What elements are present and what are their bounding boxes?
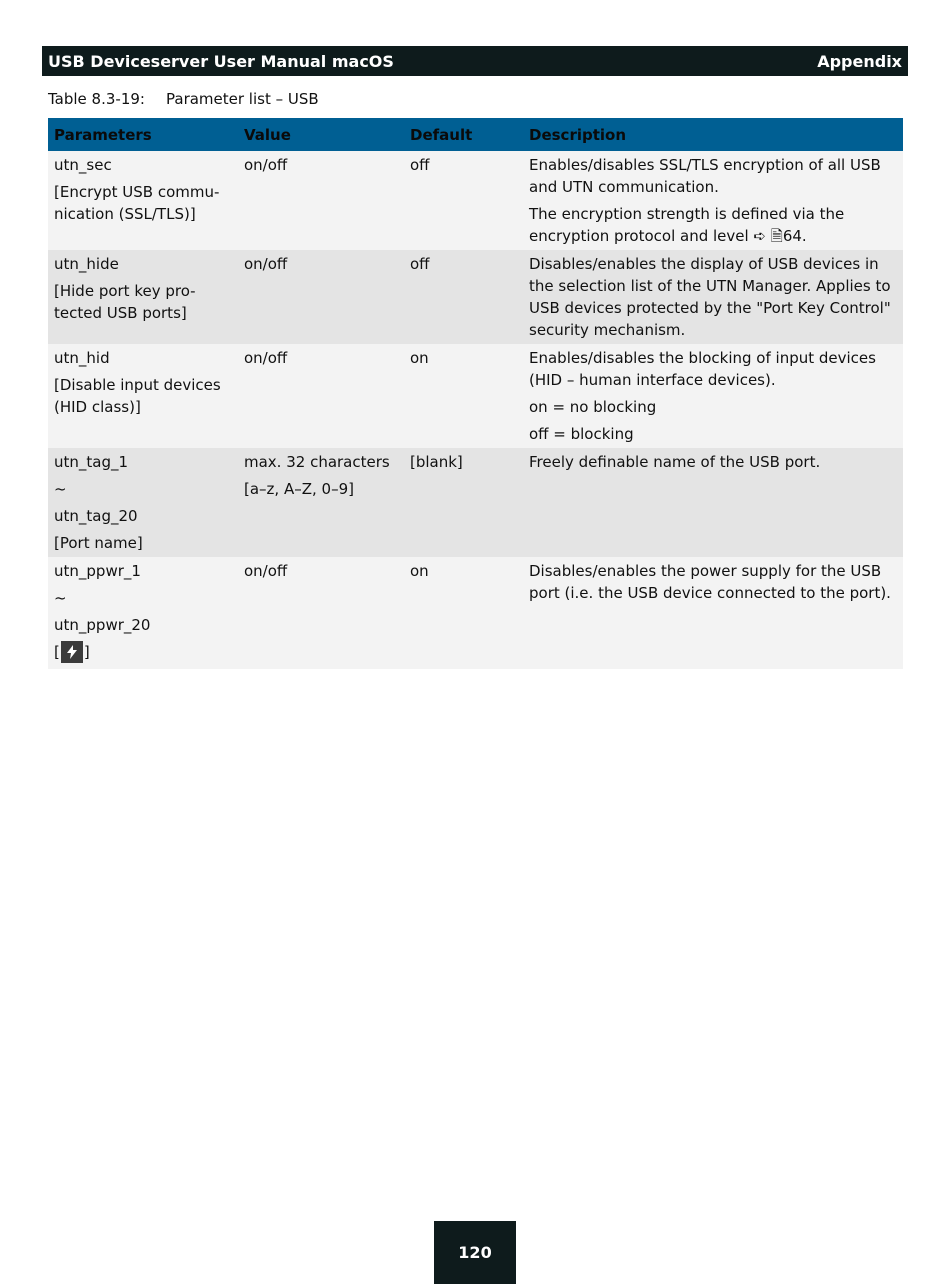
- description-cell: [523, 344, 903, 448]
- description-text: on = no blocking: [529, 398, 657, 416]
- value-cell: [238, 557, 404, 669]
- default-text: off: [410, 156, 430, 174]
- table-number: Table 8.3-19:: [48, 90, 145, 108]
- param-label: [Port name]: [54, 534, 143, 552]
- param-cell: [48, 557, 238, 669]
- column-header-value: Value: [238, 118, 404, 151]
- param-range-tilde: ~: [54, 589, 67, 607]
- manual-title: USB Deviceserver User Manual macOS: [48, 51, 394, 71]
- value-cell: [238, 151, 404, 250]
- table-row-utn-hid: [48, 344, 903, 448]
- default-text: off: [410, 255, 430, 273]
- table-title: Parameter list – USB: [166, 90, 319, 108]
- param-name: utn_tag_1: [54, 453, 129, 471]
- param-label: [54, 641, 232, 663]
- description-cell: [523, 557, 903, 669]
- table-caption: [48, 90, 319, 108]
- column-header-default: Default: [404, 118, 523, 151]
- value-text: on/off: [244, 255, 288, 273]
- description-cell: [523, 448, 903, 557]
- param-label: [Encrypt USB commu- nication (SSL/TLS)]: [54, 183, 220, 223]
- default-text: on: [410, 562, 429, 580]
- description-text: Freely definable name of the USB port.: [529, 453, 821, 471]
- value-cell: [238, 448, 404, 557]
- table-header-row: [48, 118, 903, 151]
- description-text: The encryption strength is defined via the encryption protocol and level ➪ 🗎64.: [529, 205, 845, 245]
- param-label: [Disable input devices (HID class)]: [54, 376, 221, 416]
- param-cell: [48, 250, 238, 344]
- page-number: 120: [434, 1221, 516, 1284]
- param-name: utn_hid: [54, 349, 110, 367]
- value-text: [a–z, A–Z, 0–9]: [244, 480, 354, 498]
- value-text: on/off: [244, 156, 288, 174]
- default-cell: [404, 250, 523, 344]
- description-text: Disables/enables the power supply for the USB port (i.e. the USB device connected to the port).: [529, 562, 891, 602]
- table-row-utn-hide: [48, 250, 903, 344]
- param-cell: [48, 448, 238, 557]
- table-row-utn-sec: [48, 151, 903, 250]
- column-header-parameters: Parameters: [48, 118, 238, 151]
- table-row-utn-tag: [48, 448, 903, 557]
- power-label: [54, 641, 90, 663]
- value-cell: [238, 344, 404, 448]
- power-bolt-icon: [61, 641, 83, 663]
- page-header: [42, 46, 908, 76]
- bracket-open: [: [54, 643, 60, 661]
- param-name: utn_tag_20: [54, 507, 138, 525]
- parameter-table: [48, 118, 903, 669]
- value-text: max. 32 characters: [244, 453, 390, 471]
- bracket-close: ]: [83, 643, 90, 661]
- default-cell: [404, 151, 523, 250]
- section-title: Appendix: [817, 51, 902, 71]
- description-text: off = blocking: [529, 425, 634, 443]
- param-label: [Hide port key pro- tected USB ports]: [54, 282, 196, 322]
- default-cell: [404, 448, 523, 557]
- table-row-utn-ppwr: [48, 557, 903, 669]
- column-header-description: Description: [523, 118, 903, 151]
- param-name: utn_sec: [54, 156, 112, 174]
- param-range-tilde: ~: [54, 480, 67, 498]
- param-cell: [48, 344, 238, 448]
- value-cell: [238, 250, 404, 344]
- param-name: utn_hide: [54, 255, 119, 273]
- description-text: Enables/disables the blocking of input devices (HID – human interface devices).: [529, 349, 876, 389]
- value-text: on/off: [244, 562, 288, 580]
- description-cell: [523, 151, 903, 250]
- default-cell: [404, 344, 523, 448]
- description-cell: [523, 250, 903, 344]
- param-name: utn_ppwr_1: [54, 562, 141, 580]
- description-text: Disables/enables the display of USB devices in the selection list of the UTN Manager. Applies to USB devices protected by the "Port Key Control" security mechanism.: [529, 255, 891, 339]
- value-text: on/off: [244, 349, 288, 367]
- default-cell: [404, 557, 523, 669]
- description-text: Enables/disables SSL/TLS encryption of all USB and UTN communication.: [529, 156, 881, 196]
- default-text: on: [410, 349, 429, 367]
- param-name: utn_ppwr_20: [54, 616, 151, 634]
- default-text: [blank]: [410, 453, 463, 471]
- param-cell: [48, 151, 238, 250]
